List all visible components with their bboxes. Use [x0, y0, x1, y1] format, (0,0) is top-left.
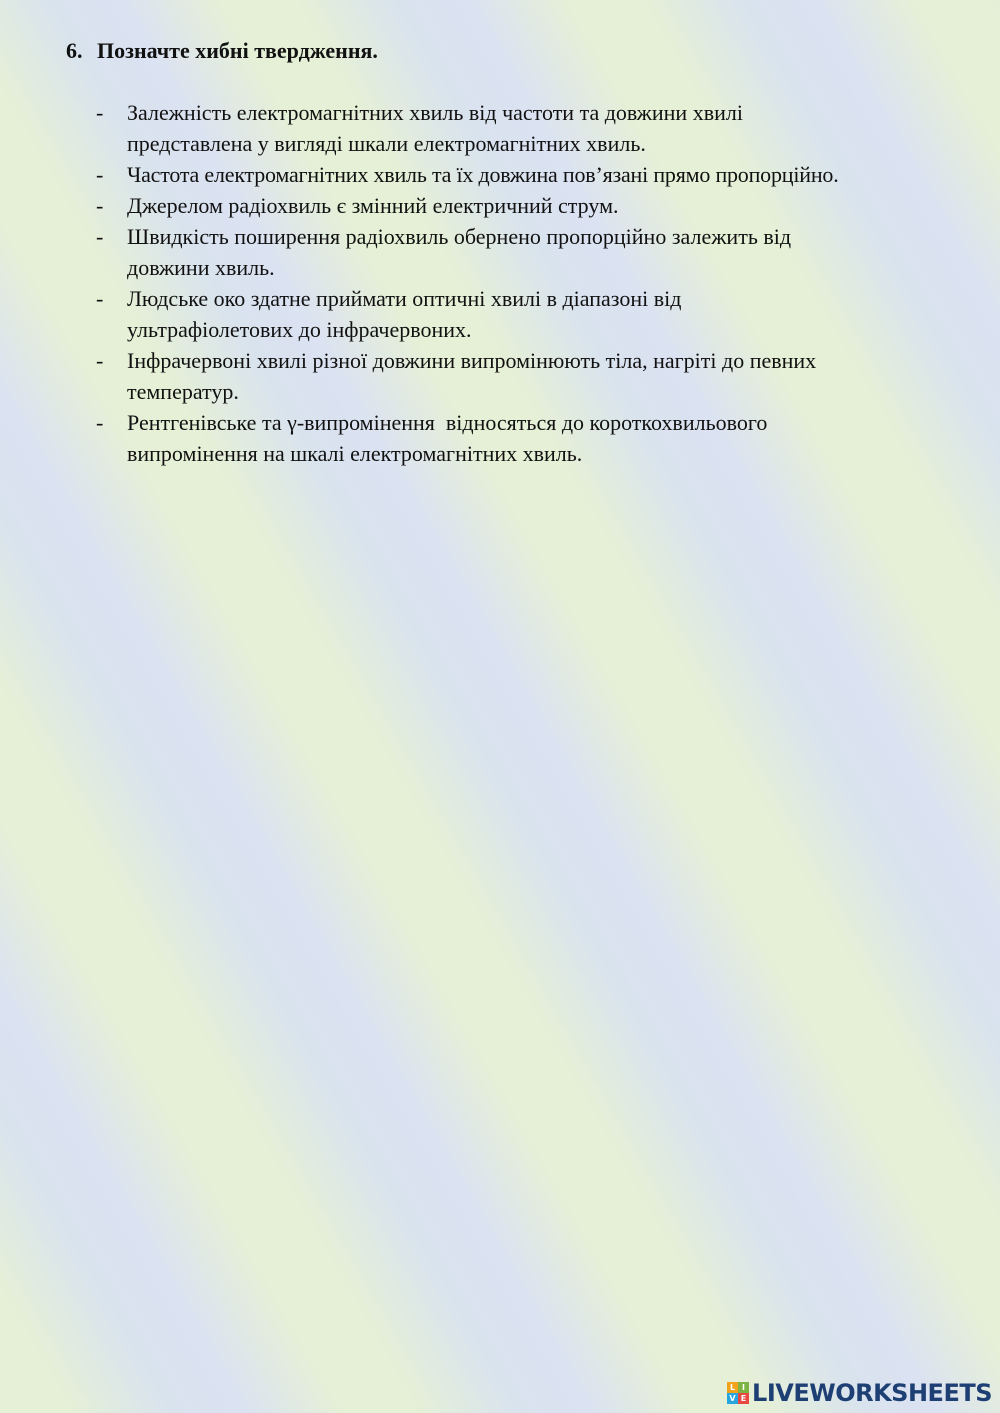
statement-line: температур. — [127, 379, 239, 404]
statement-line: випромінення на шкалі електромагнітних хвиль. — [127, 441, 583, 466]
statement-dash: - — [96, 100, 104, 125]
statement-line: Залежність електромагнітних хвиль від частоти та довжини хвилі — [127, 100, 743, 125]
question-number: 6. — [66, 38, 83, 63]
statement-item — [96, 407, 976, 469]
logo-icon-letter: I — [738, 1382, 749, 1393]
statement-line: Швидкість поширення радіохвиль обернено пропорційно залежить від — [127, 224, 792, 249]
statement-dash: - — [96, 193, 104, 218]
statement-dash: - — [96, 410, 104, 435]
question-heading — [66, 36, 966, 66]
statement-item — [96, 190, 976, 221]
statement-dash: - — [96, 224, 104, 249]
question-title: Позначте хибні твердження. — [97, 38, 378, 63]
statement-line: Рентгенівське та γ-випромінення відносяться до короткохвильового — [127, 410, 768, 435]
statement-item — [96, 283, 976, 345]
statement-line: Частота електромагнітних хвиль та їх довжина пов’язані прямо пропорційно. — [127, 162, 839, 187]
logo-text: LIVEWORKSHEETS — [752, 1379, 992, 1407]
statement-line: Людське око здатне приймати оптичні хвилі в діапазоні від — [127, 286, 682, 311]
statement-item — [96, 345, 976, 407]
logo-icon-letter: L — [727, 1382, 738, 1393]
statement-line: представлена у вигляді шкали електромагнітних хвиль. — [127, 131, 646, 156]
liveworksheets-logo-icon — [727, 1382, 749, 1404]
statement-line: довжини хвиль. — [127, 255, 275, 280]
statement-item — [96, 97, 976, 159]
statement-item — [96, 221, 976, 283]
liveworksheets-logo — [727, 1379, 992, 1407]
statement-line: Джерелом радіохвиль є змінний електричний струм. — [127, 193, 619, 218]
logo-icon-letter: V — [727, 1393, 738, 1404]
statement-list — [96, 97, 976, 469]
statement-item — [96, 159, 976, 190]
statement-line: ультрафіолетових до інфрачервоних. — [127, 317, 472, 342]
logo-icon-letter: E — [738, 1393, 749, 1404]
statement-dash: - — [96, 162, 104, 187]
statement-line: Інфрачервоні хвилі різної довжини випромінюють тіла, нагріті до певних — [127, 348, 817, 373]
statement-dash: - — [96, 286, 104, 311]
statement-dash: - — [96, 348, 104, 373]
